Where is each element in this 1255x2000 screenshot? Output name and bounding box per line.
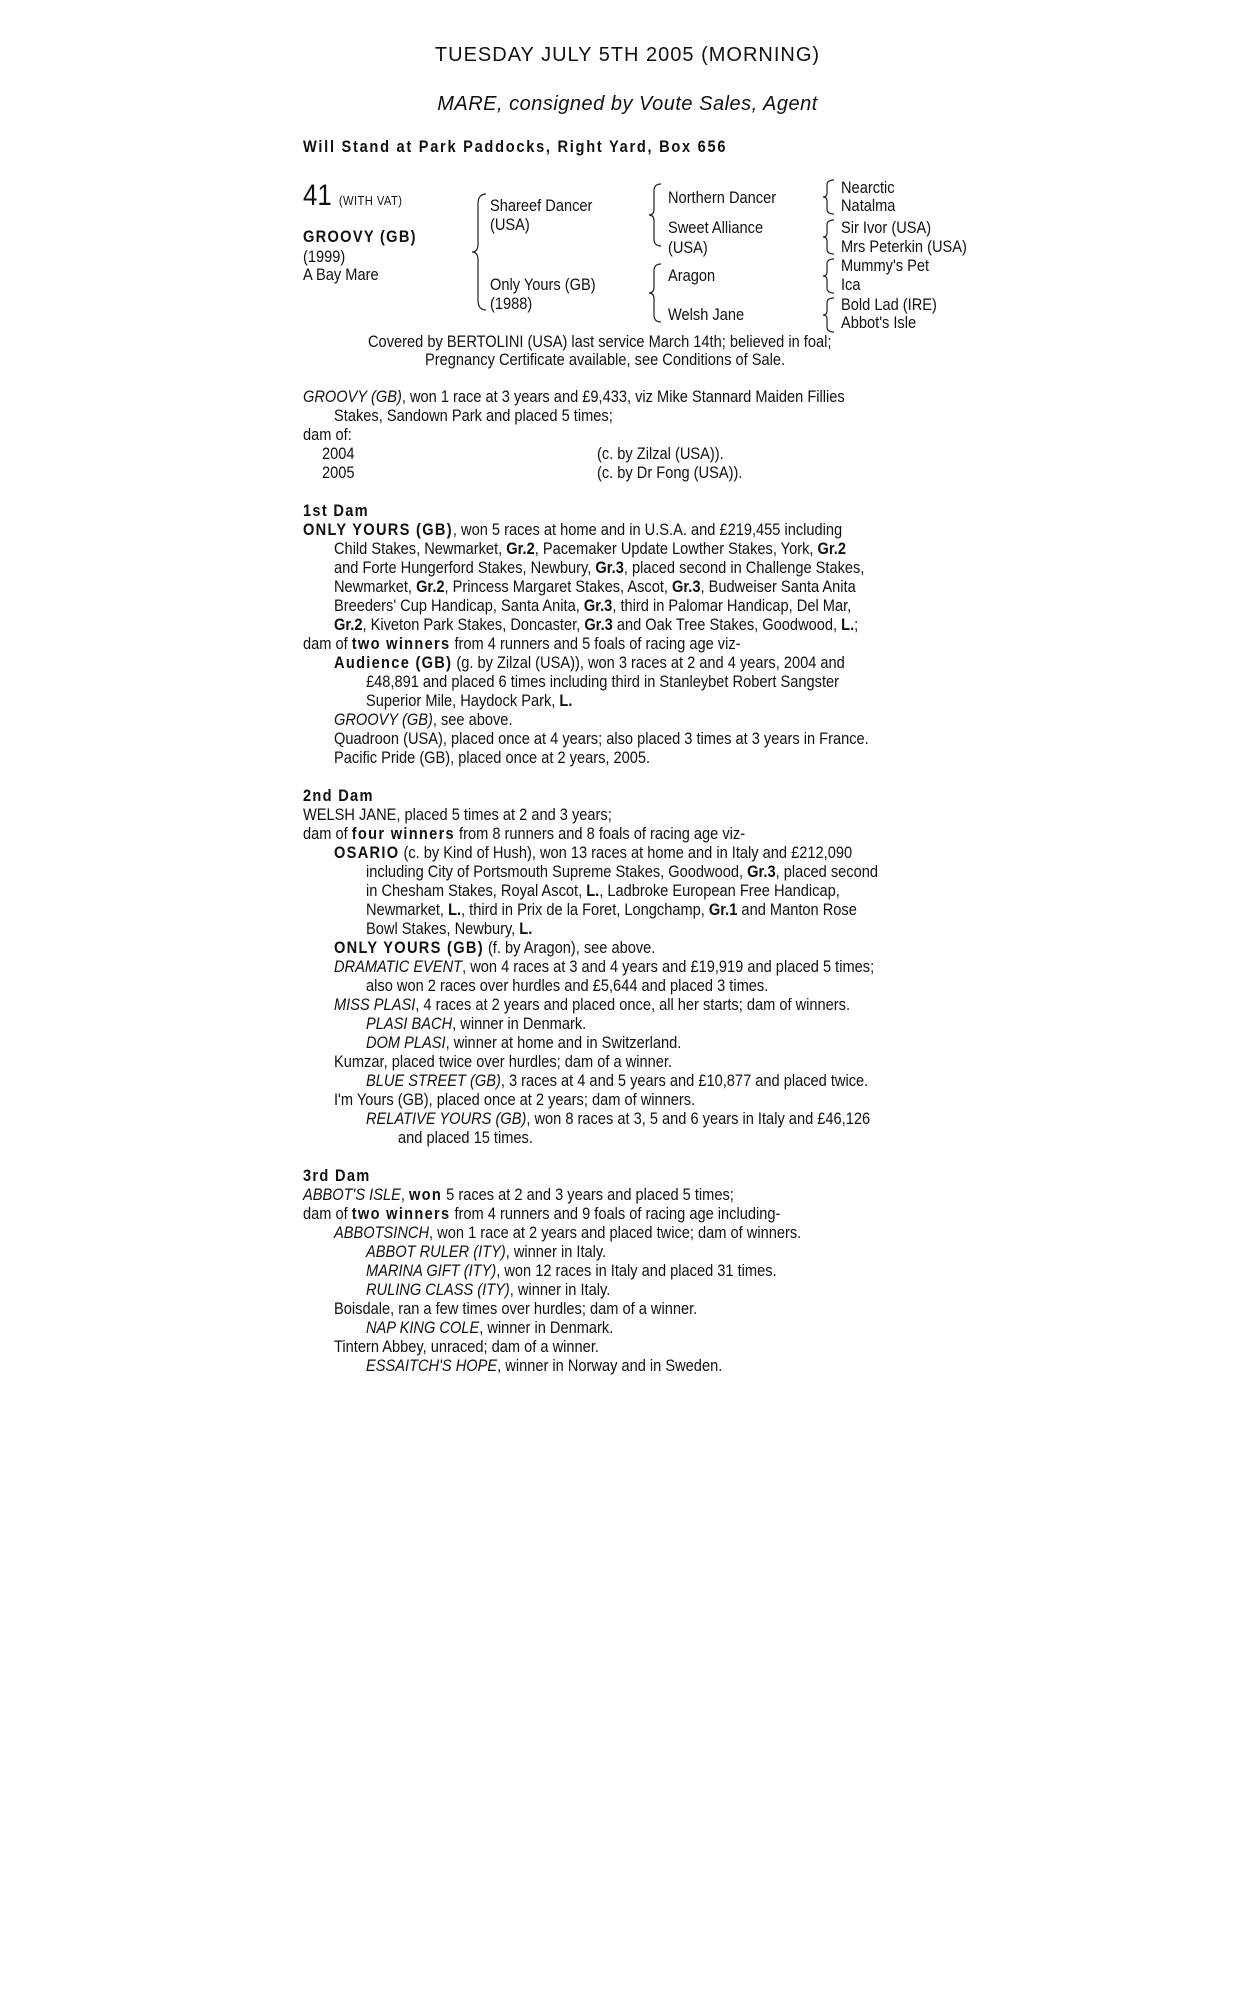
first-dam-line: ONLY YOURS (GB), won 5 races at home and in U.S.A. and £219,455 including — [303, 520, 843, 539]
produce-audience-cont: £48,891 and placed 6 times including third in Stanleybet Robert Sangster — [366, 672, 840, 691]
sire-dam-name: Sweet Alliance — [668, 218, 764, 237]
produce-audience: Audience (GB) (g. by Zilzal (USA)), won 3 races at 2 and 4 years, 2004 and — [334, 653, 845, 672]
first-dam-line: Gr.2, Kiveton Park Stakes, Doncaster, Gr.3 and Oak Tree Stakes, Goodwood, L.; — [334, 615, 859, 634]
pregnancy-note: Pregnancy Certificate available, see Conditions of Sale. — [425, 350, 786, 369]
first-dam-summary: dam of two winners from 4 runners and 5 foals of racing age viz- — [303, 634, 741, 653]
first-dam-line: Newmarket, Gr.2, Princess Margaret Stakes, Ascot, Gr.3, Budweiser Santa Anita — [334, 577, 856, 596]
produce-nap-king-cole: NAP KING COLE, winner in Denmark. — [366, 1318, 614, 1337]
produce-osario-cont: in Chesham Stakes, Royal Ascot, L., Ladbroke European Free Handicap, — [366, 881, 840, 900]
lot-number: 41 (WITH VAT) — [303, 179, 403, 212]
produce-pacific-pride: Pacific Pride (GB), placed once at 2 years, 2005. — [334, 748, 651, 767]
produce-year: 2005 — [322, 463, 355, 482]
dam-name: Only Yours (GB) — [490, 275, 596, 294]
groovy-record: GROOVY (GB), won 1 race at 3 years and £9,433, viz Mike Stannard Maiden Fillies — [303, 387, 845, 406]
produce-dramatic-event: DRAMATIC EVENT, won 4 races at 3 and 4 years and £19,919 and placed 5 times; — [334, 957, 875, 976]
horse-year: (1999) — [303, 247, 346, 266]
dam-of-label: dam of: — [303, 425, 352, 444]
g3-ancestor: Mrs Peterkin (USA) — [841, 237, 967, 256]
produce-osario: OSARIO (c. by Kind of Hush), won 13 races at home and in Italy and £212,090 — [334, 843, 853, 862]
g3-ancestor: Abbot's Isle — [841, 313, 917, 332]
produce-plasi-bach: PLASI BACH, winner in Denmark. — [366, 1014, 587, 1033]
sire-dam-origin: (USA) — [668, 238, 708, 257]
horse-name: GROOVY (GB) — [303, 227, 417, 246]
g3-ancestor: Ica — [841, 275, 861, 294]
first-dam-line: Breeders' Cup Handicap, Santa Anita, Gr.3, third in Palomar Handicap, Del Mar, — [334, 596, 852, 615]
g3-ancestor: Bold Lad (IRE) — [841, 295, 937, 314]
produce-kumzar: Kumzar, placed twice over hurdles; dam of a winner. — [334, 1052, 673, 1071]
produce-only-yours: ONLY YOURS (GB) (f. by Aragon), see above. — [334, 938, 656, 957]
produce-ruling-class: RULING CLASS (ITY), winner in Italy. — [366, 1280, 611, 1299]
g3-ancestor: Sir Ivor (USA) — [841, 218, 932, 237]
produce-osario-cont: Bowl Stakes, Newbury, L. — [366, 919, 533, 938]
dam-sire: Aragon — [668, 266, 716, 285]
sire-line-brace — [648, 182, 664, 248]
g3-brace-1 — [822, 178, 836, 216]
third-dam-line: ABBOT'S ISLE, won 5 races at 2 and 3 years and placed 5 times; — [303, 1185, 734, 1204]
third-dam-heading: 3rd Dam — [303, 1166, 371, 1185]
sire-brace — [470, 192, 490, 312]
first-dam-line: and Forte Hungerford Stakes, Newbury, Gr.3, placed second in Challenge Stakes, — [334, 558, 865, 577]
g3-brace-2 — [822, 218, 836, 256]
produce-relative-yours: RELATIVE YOURS (GB), won 8 races at 3, 5 and 6 years in Italy and £46,126 — [366, 1109, 871, 1128]
produce-blue-street: BLUE STREET (GB), 3 races at 4 and 5 years and £10,877 and placed twice. — [366, 1071, 869, 1090]
sire-name: Shareef Dancer — [490, 196, 593, 215]
g3-ancestor: Natalma — [841, 196, 896, 215]
consignment-line: MARE, consigned by Voute Sales, Agent — [437, 93, 818, 115]
g3-brace-3 — [822, 257, 836, 295]
produce-osario-cont: Newmarket, L., third in Prix de la Foret, Longchamp, Gr.1 and Manton Rose — [366, 900, 857, 919]
horse-description: A Bay Mare — [303, 265, 379, 284]
produce-dramatic-event-cont: also won 2 races over hurdles and £5,644 and placed 3 times. — [366, 976, 769, 995]
produce-desc: (c. by Dr Fong (USA)). — [597, 463, 743, 482]
produce-audience-cont: Superior Mile, Haydock Park, L. — [366, 691, 573, 710]
third-dam-summary: dam of two winners from 4 runners and 9 foals of racing age including- — [303, 1204, 781, 1223]
sire-origin: (USA) — [490, 215, 530, 234]
sire-sire: Northern Dancer — [668, 188, 777, 207]
stand-location: Will Stand at Park Paddocks, Right Yard, Box 656 — [303, 137, 728, 156]
produce-dom-plasi: DOM PLASI, winner at home and in Switzerland. — [366, 1033, 682, 1052]
sale-date: TUESDAY JULY 5TH 2005 (MORNING) — [434, 44, 821, 66]
produce-groovy: GROOVY (GB), see above. — [334, 710, 513, 729]
covered-note: Covered by BERTOLINI (USA) last service March 14th; believed in foal; — [368, 332, 832, 351]
first-dam-line: Child Stakes, Newmarket, Gr.2, Pacemaker Update Lowther Stakes, York, Gr.2 — [334, 539, 846, 558]
g3-ancestor: Mummy's Pet — [841, 256, 930, 275]
g3-ancestor: Nearctic — [841, 178, 895, 197]
produce-desc: (c. by Zilzal (USA)). — [597, 444, 724, 463]
dam-dam: Welsh Jane — [668, 305, 745, 324]
dam-line-brace — [648, 262, 664, 324]
produce-abbot-ruler: ABBOT RULER (ITY), winner in Italy. — [366, 1242, 607, 1261]
produce-miss-plasi: MISS PLASI, 4 races at 2 years and placed once, all her starts; dam of winners. — [334, 995, 851, 1014]
g3-brace-4 — [822, 296, 836, 334]
produce-boisdale: Boisdale, ran a few times over hurdles; dam of a winner. — [334, 1299, 698, 1318]
produce-essaitchs-hope: ESSAITCH'S HOPE, winner in Norway and in Sweden. — [366, 1356, 723, 1375]
produce-relative-yours-cont: and placed 15 times. — [398, 1128, 533, 1147]
produce-tintern-abbey: Tintern Abbey, unraced; dam of a winner. — [334, 1337, 599, 1356]
produce-marina-gift: MARINA GIFT (ITY), won 12 races in Italy and placed 31 times. — [366, 1261, 777, 1280]
produce-im-yours: I'm Yours (GB), placed once at 2 years; dam of winners. — [334, 1090, 696, 1109]
second-dam-line: WELSH JANE, placed 5 times at 2 and 3 years; — [303, 805, 612, 824]
second-dam-summary: dam of four winners from 8 runners and 8 foals of racing age viz- — [303, 824, 746, 843]
vat-label: (WITH VAT) — [338, 193, 403, 208]
produce-osario-cont: including City of Portsmouth Supreme Stakes, Goodwood, Gr.3, placed second — [366, 862, 879, 881]
groovy-record-cont: Stakes, Sandown Park and placed 5 times; — [334, 406, 613, 425]
second-dam-heading: 2nd Dam — [303, 786, 374, 805]
produce-quadroon: Quadroon (USA), placed once at 4 years; also placed 3 times at 3 years in France. — [334, 729, 869, 748]
dam-year: (1988) — [490, 294, 533, 313]
first-dam-heading: 1st Dam — [303, 501, 369, 520]
produce-abbotsinch: ABBOTSINCH, won 1 race at 2 years and placed twice; dam of winners. — [334, 1223, 802, 1242]
produce-year: 2004 — [322, 444, 355, 463]
